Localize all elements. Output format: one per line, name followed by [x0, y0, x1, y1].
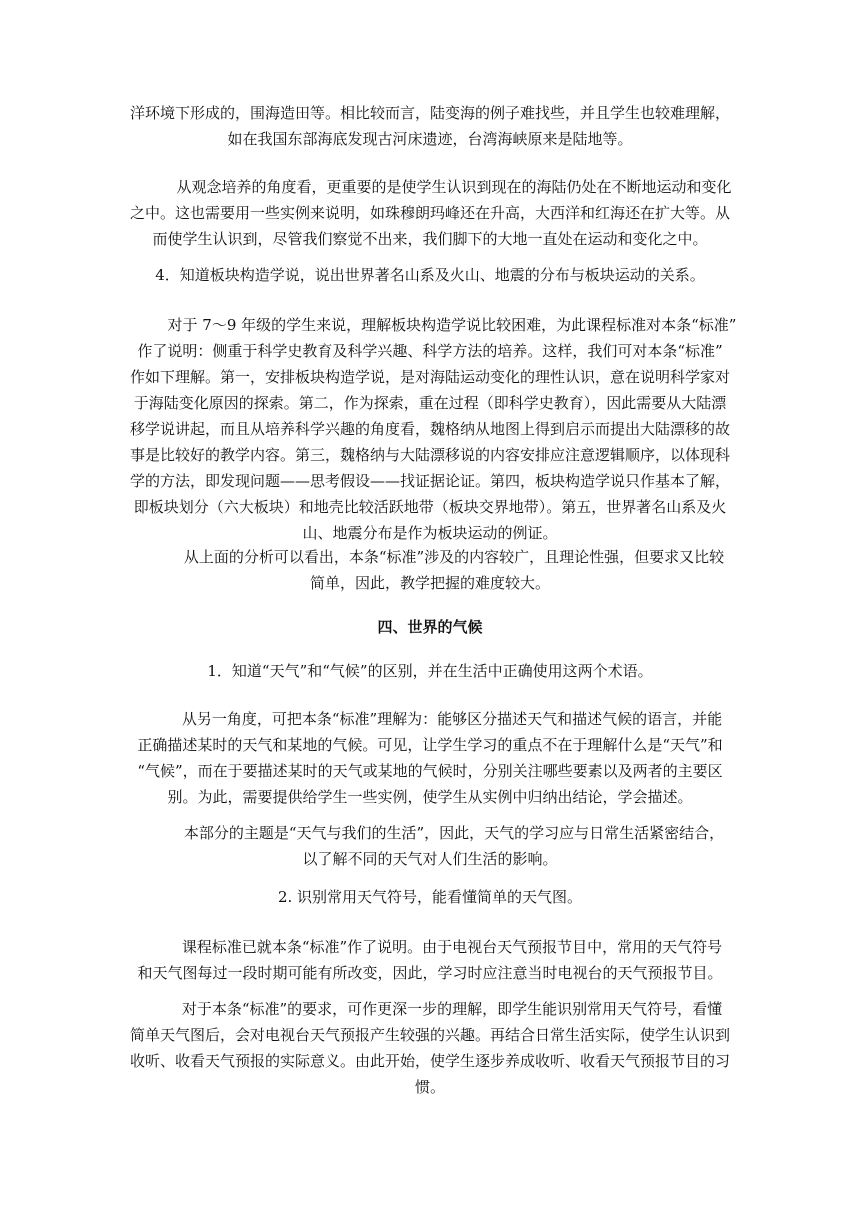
text-line: 如在我国东部海底发现古河床遗迹，台湾海峡原来是陆地等。: [227, 130, 633, 148]
text-line: 学的方法，即发现问题——思考假设——找证据论证。第四，板块构造学说只作基本了解，: [129, 472, 730, 490]
text-line: 之中。这也需要用一些实例来说明，如珠穆朗玛峰还在升高，大西洋和红海还在扩大等。从: [129, 204, 730, 222]
standard-item-2: [120, 884, 740, 910]
text-line: 对于本条“标准”的要求，可作更深一步的理解，即学生能识别常用天气符号，看懂: [181, 1000, 723, 1018]
paragraph-weather-life: [120, 820, 740, 872]
standard-item-4: [120, 262, 740, 288]
text-line: 简单天气图后，会对电视台天气预报产生较强的兴趣。再结合日常生活实际，使学生认识到: [129, 1026, 730, 1044]
text-line: 而使学生认识到，尽管我们察觉不出来，我们脚下的大地一直处在运动和变化之中。: [152, 230, 708, 248]
text-line: 作如下理解。第一，安排板块构造学说，是对海陆运动变化的理性认识，意在说明科学家对: [129, 368, 730, 386]
paragraph-sea-land-examples: [120, 100, 740, 152]
paragraph-concept-cultivation: [120, 174, 740, 252]
paragraph-weather-climate: [120, 706, 740, 810]
text-line: 以了解不同的天气对人们生活的影响。: [302, 850, 558, 868]
text-line: 收听、收看天气预报的实际意义。由此开始，使学生逐步养成收听、收看天气预报节目的习: [129, 1052, 730, 1070]
text-line: 即板块划分（六大板块）和地壳比较活跃地带（板块交界地带）。第五，世界著名山系及火: [133, 498, 727, 516]
paragraph-weather-forecast: [120, 996, 740, 1100]
text-line: 作了说明：侧重于科学史教育及科学兴趣、科学方法的培养。这样，我们可对本条“标准”: [137, 342, 723, 360]
text-line: 从观念培养的角度看，更重要的是使学生认识到现在的海陆仍处在不断地运动和变化: [176, 178, 732, 196]
text-line: 从上面的分析可以看出，本条“标准”涉及的内容较广，且理论性强，但要求又比较: [183, 548, 725, 566]
text-line: 2. 识别常用天气符号，能看懂简单的天气图。: [277, 888, 583, 906]
text-line: 山、地震分布是作为板块运动的例证。: [302, 524, 558, 542]
text-line: 事是比较好的教学内容。第三，魏格纳与大陆漂移说的内容安排应注意逻辑顺序，以体现科: [129, 446, 730, 464]
text-line: 正确描述某时的天气和某地的气候。可见，让学生学习的重点不在于理解什么是“天气”和: [137, 736, 723, 754]
standard-item-1: [120, 658, 740, 684]
text-line: 洋环境下形成的，围海造田等。相比较而言，陆变海的例子难找些，并且学生也较难理解，: [129, 104, 730, 122]
text-line: 惯。: [414, 1078, 445, 1096]
text-line: 移学说讲起，而且从培养科学兴趣的角度看，魏格纳从地图上得到启示而提出大陆漂移的故: [129, 420, 730, 438]
text-line: 别。为此，需要提供给学生一些实例，使学生从实例中归纳出结论，学会描述。: [167, 788, 693, 806]
text-line: 对于 7～9 年级的学生来说，理解板块构造学说比较困难，为此课程标准对本条“标准”: [167, 316, 737, 334]
text-line: 4．知道板块构造学说，说出世界著名山系及火山、地震的分布与板块运动的关系。: [155, 266, 705, 284]
paragraph-plate-tectonics: [120, 312, 740, 546]
paragraph-weather-symbols: [120, 934, 740, 986]
text-line: 和天气图每过一段时期可能有所改变，因此，学习时应注意当时电视台的天气预报节目。: [137, 964, 723, 982]
text-line: 课程标准已就本条“标准”作了说明。由于电视台天气预报节目中，常用的天气符号: [181, 938, 723, 956]
text-line: 从另一角度，可把本条“标准”理解为：能够区分描述天气和描述气候的语言，并能: [181, 710, 723, 728]
paragraph-analysis-summary: [120, 544, 740, 596]
text-line: 于海陆变化原因的探索。第二，作为探索，重在过程（即科学史教育），因此需要从大陆漂: [133, 394, 727, 412]
section-heading: 四、世界的气候: [377, 618, 483, 636]
text-line: 简单，因此，教学把握的难度较大。: [309, 574, 550, 592]
text-line: 本部分的主题是“天气与我们的生活”，因此，天气的学习应与日常生活紧密结合，: [183, 824, 725, 842]
text-line: 1．知道“天气”和“气候”的区别，并在生活中正确使用这两个术语。: [207, 662, 653, 680]
text-line: “气候”，而在于要描述某时的天气或某地的气候时，分别关注哪些要素以及两者的主要区: [137, 762, 723, 780]
